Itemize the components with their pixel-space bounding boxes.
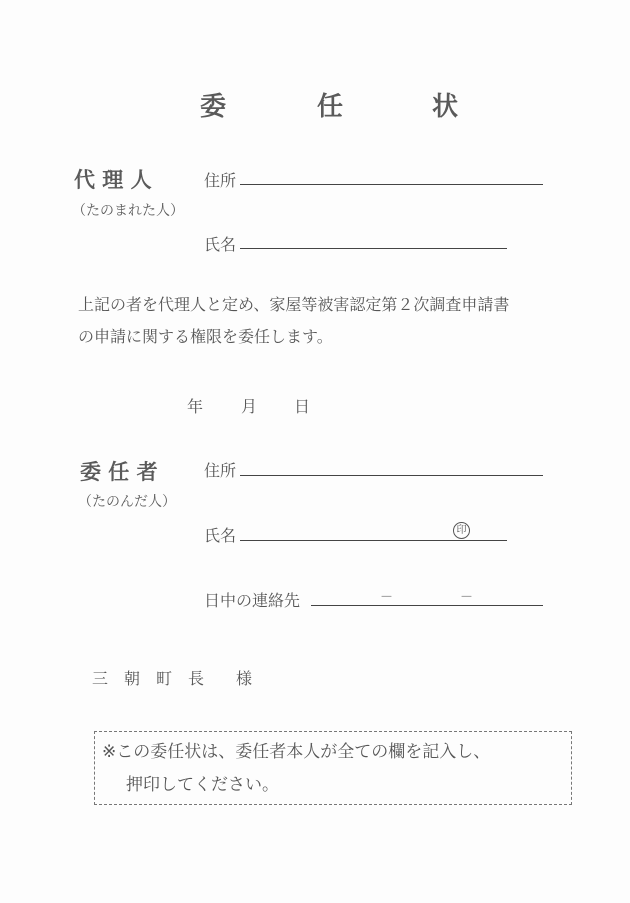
addressee: 三 朝 町 長 様 — [92, 669, 253, 688]
instruction-note-line-1: ※この委任状は、委任者本人が全ての欄を記入し、 — [102, 742, 491, 762]
agent-role-label: 代 理 人 — [74, 167, 152, 192]
statement-line-2: の申請に関する権限を委任します。 — [78, 327, 333, 346]
title-char-2: 任 — [317, 92, 344, 122]
agent-name-field[interactable] — [240, 248, 507, 249]
principal-address-label: 住所 — [204, 461, 237, 480]
agent-address-field[interactable] — [240, 184, 543, 185]
date-day-label: 日 — [294, 397, 311, 416]
date-month-label: 月 — [241, 397, 258, 416]
contact-separator-2: － — [460, 590, 474, 605]
seal-mark: 印 — [453, 522, 470, 539]
title-char-1: 委 — [200, 92, 227, 122]
principal-role-sub: （たのんだ人） — [78, 494, 176, 510]
date-year-label: 年 — [187, 397, 204, 416]
contact-separator-1: － — [380, 590, 394, 605]
contact-phone-field[interactable] — [311, 605, 543, 606]
contact-label: 日中の連絡先 — [204, 591, 301, 610]
agent-role-sub: （たのまれた人） — [72, 203, 184, 219]
instruction-note-line-2: 押印してください。 — [126, 775, 279, 795]
principal-name-field[interactable] — [240, 540, 507, 541]
agent-name-label: 氏名 — [204, 235, 237, 254]
principal-name-label: 氏名 — [204, 526, 237, 545]
agent-address-label: 住所 — [204, 171, 237, 190]
principal-role-label: 委 任 者 — [80, 459, 158, 484]
principal-address-field[interactable] — [240, 475, 543, 476]
title-char-3: 状 — [432, 92, 459, 122]
statement-line-1: 上記の者を代理人と定め、家屋等被害認定第２次調査申請書 — [78, 295, 510, 314]
